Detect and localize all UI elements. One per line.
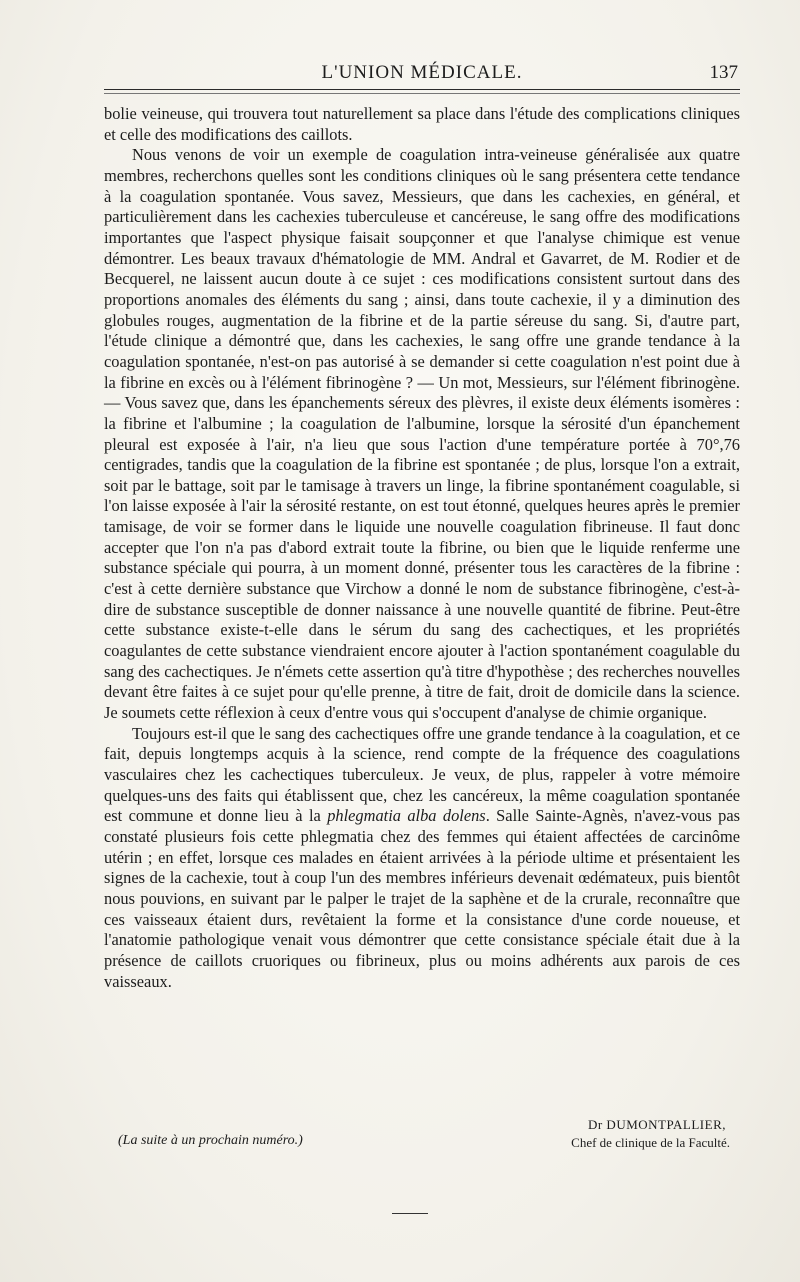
header-rule-thin bbox=[104, 93, 740, 94]
page-number: 137 bbox=[709, 62, 738, 83]
article-body bbox=[104, 104, 740, 992]
author-title: Chef de clinique de la Faculté. bbox=[571, 1135, 730, 1150]
paragraph-3 bbox=[104, 724, 740, 993]
page-header bbox=[104, 58, 740, 88]
paragraph-1: bolie veineuse, qui trouvera tout naturellement sa place dans l'étude des complications cliniques et celle des modifications des caillots. bbox=[104, 104, 740, 144]
continuation-note: (La suite à un prochain numéro.) bbox=[118, 1133, 303, 1148]
end-rule bbox=[392, 1213, 428, 1214]
paragraph-3-text-b: . Salle Sainte-Agnès, n'avez-vous pas constaté plusieurs fois cette phlegmatia chez des femmes qui étaient affectées de carcinôme utérin ; en effet, lorsque ces malades en étaient arrivées à la période ultime et présentaient les signes de la cachexie, tout à coup l'un des membres inférieurs devenait œdémateux, puis bientôt nous pouvions, en suivant par le palper le trajet de la saphène et de la crurale, reconnaître que ces vaisseaux étaient durs, revêtaient la forme et la consistance d'une corde noueuse, et l'anatomie pathologique venait vous démontrer que cette consistance spéciale était due à la présence de caillots cruoriques ou fibrineux, plus ou moins adhérents aux parois de ces vaisseaux. bbox=[104, 806, 740, 991]
running-title: L'UNION MÉDICALE. bbox=[321, 62, 523, 83]
paragraph-2: Nous venons de voir un exemple de coagulation intra-veineuse généralisée aux quatre membres, recherchons quelles sont les conditions cliniques où le sang présentera cette tendance à la coagulation spontanée. Vous savez, Messieurs, que dans les cachexies, en général, et particulièrement dans les cachexies tuberculeuse et cancéreuse, le sang offre des modifications importantes que l'aspect physique faisait soupçonner et que l'analyse chimique est venue démontrer. Les beaux travaux d'hématologie de MM. Andral et Gavarret, de M. Rodier et de Becquerel, ne laissent aucun doute à ce sujet : ces modifications consistent surtout dans des proportions anomales des éléments du sang ; ainsi, dans toute cachexie, il y a diminution des globules rouges, augmentation de la fibrine et de la partie séreuse du sang. Si, d'autre part, l'étude clinique a démontré que, dans les cachexies, le sang offre une grande tendance à la coagulation spontanée, n'est-on pas autorisé à se demander si cette coagulation n'est point due à la fibrine en excès ou à l'élément fibrinogène ? — Un mot, Messieurs, sur l'élément fibrinogène. — Vous savez que, dans les épanchements séreux des plèvres, il existe deux éléments isomères : la fibrine et l'albumine ; la coagulation de l'albumine, lorsque la sérosité d'un épanchement pleural est exposée à l'air, n'a lieu que sous l'action d'une température portée à 70°,76 centigrades, tandis que la coagulation de la fibrine est spontanée ; de plus, lorsque l'on a extrait, soit par le battage, soit par le tamisage à travers un linge, la fibrine spontanément coagulable, si l'on laisse exposée à l'air la sérosité restante, on est tout étonné, quelques heures après le premier tamisage, de voir se former dans le liquide une nouvelle coagulation fibrineuse. Il faut donc accepter que l'on n'a pas d'abord extrait toute la fibrine, ou bien que le liquide renferme une substance spéciale qui pourra, à un moment donné, présenter tous les caractères de la fibrine : c'est à cette dernière substance que Virchow a donné le nom de substance fibrinogène, c'est-à-dire de substance susceptible de donner naissance à une nouvelle quantité de fibrine. Peut-être cette substance existe-t-elle dans le sérum du sang des cachectiques, et les propriétés coagulantes de cette substance viendraient encore ajouter à l'action spontanément coagulable du sang des cachectiques. Je n'émets cette assertion qu'à titre d'hypothèse ; des recherches nouvelles devant être faites à ce sujet pour qu'elle prenne, à titre de fait, droit de domicile dans la science. Je soumets cette réflexion à ceux d'entre vous qui s'occupent d'analyse de chimie organique. bbox=[104, 145, 740, 723]
paragraph-3-italic-term: phlegmatia alba dolens bbox=[327, 806, 486, 826]
author-name: Dr DUMONTPALLIER, bbox=[587, 1117, 726, 1132]
header-rule bbox=[104, 89, 740, 90]
paragraph-3-text-a: Toujours est-il que le sang des cachectiques offre une grande tendance à la coagulation, et ce fait, depuis longtemps acquis à la science, rend compte de la fréquence des coagulations vasculaires chez les cachectiques tuberculeux. Je veux, de plus, rappeler à votre mémoire quelques-uns des faits qui établissent que, chez les cancéreux, la même coagulation spontanée est commune et donne lieu à la bbox=[104, 723, 740, 826]
signature-block bbox=[104, 1117, 740, 1161]
